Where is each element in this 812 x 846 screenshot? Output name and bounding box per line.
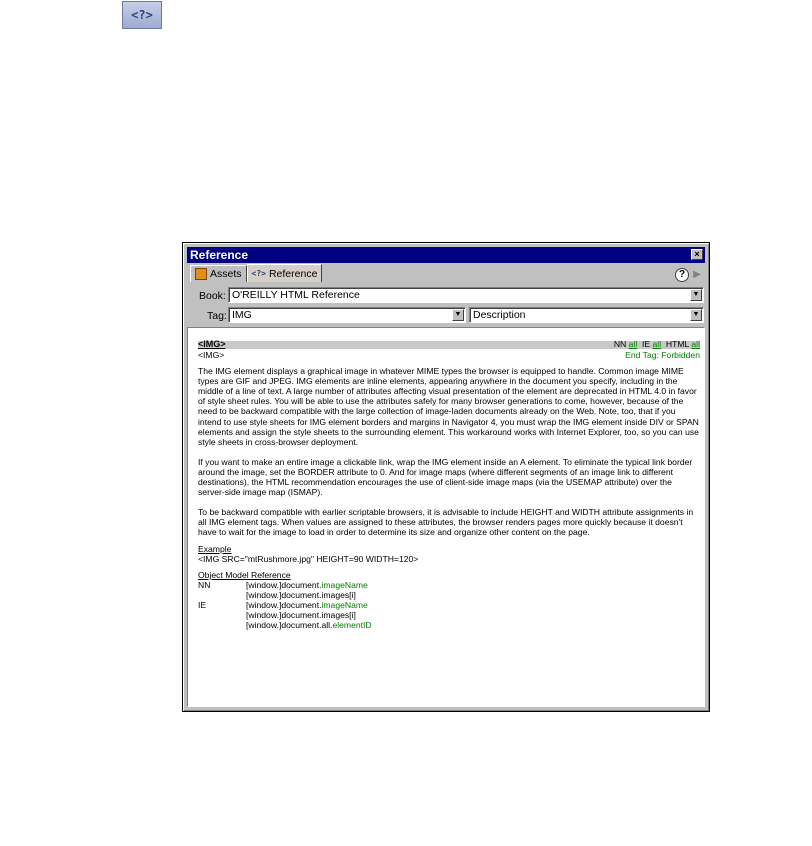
panel-tabs xyxy=(190,265,322,283)
compat-nn-label: NN xyxy=(613,339,627,349)
compat-ie-label: IE xyxy=(642,339,651,349)
description-paragraph: The IMG element displays a graphical image in whatever MIME types the browser is equipped to handle. Common image MIME types are GIF and JPEG. IMG elements are inline elements, appearing anywhere in the document you specify, including in the middle of a line of text. A large number of attributes affecting visual presentation of the element are deprecated in HTML 4.0 in favor of style sheet rules. You will be able to use the attributes safely for many browser generations to come, however, because of the need to be backward compatible with the large collection of image-laden documents already on the Web. Note, too, that if you intend to use style sheets for IMG element borders and margins in Navigator 4, you must wrap the IMG element inside DIV or SPAN elements and assign the style sheets to the surrounding element. This workaround works with Internet Explorer, too, so you can use style sheets in cross-browser deployment. xyxy=(198,366,699,447)
chevron-down-icon[interactable]: ▼ xyxy=(690,309,702,321)
tab-assets[interactable] xyxy=(190,265,247,282)
object-model-row xyxy=(198,580,700,590)
om-browser xyxy=(198,610,246,620)
element-heading: <IMG> xyxy=(198,339,226,349)
object-model-row xyxy=(198,620,700,630)
example-title: Example xyxy=(198,543,232,554)
book-label: Book: xyxy=(199,290,226,302)
om-browser: NN xyxy=(198,579,211,590)
element-header xyxy=(198,340,700,349)
object-model-title: Object Model Reference xyxy=(198,569,291,580)
end-tag-note: End Tag: Forbidden xyxy=(625,350,700,360)
description-paragraph: To be backward compatible with earlier scriptable browsers, it is advisable to include HEIGHT and WIDTH attribute assignments in all IMG element tags. When values are assigned to these attributes, the browser renders pages more quickly because it doesn't have to wait for the image to load in order to determine its size and organize other content on the page. xyxy=(198,507,694,538)
tag-syntax: <IMG> xyxy=(198,350,225,360)
om-variable: imageName xyxy=(321,599,368,610)
tag-label: Tag: xyxy=(207,310,227,322)
om-variable: elementID xyxy=(332,620,372,631)
om-variable: imageName xyxy=(321,579,368,590)
panel-title: Reference xyxy=(190,248,249,262)
compat-ie-value[interactable]: all xyxy=(652,339,662,349)
panel-menu-arrow-icon[interactable]: ▶ xyxy=(693,269,701,280)
browser-compat xyxy=(614,340,700,349)
om-path: [window.]document.images[i] xyxy=(246,610,356,621)
om-path: [window.]document.images[i] xyxy=(246,589,356,600)
chevron-down-icon[interactable]: ▼ xyxy=(690,289,702,301)
tab-reference-label: Reference xyxy=(268,267,318,280)
om-browser: IE xyxy=(198,599,207,610)
om-path: [window.]document. xyxy=(246,599,322,610)
tag-select[interactable] xyxy=(228,307,466,323)
help-icon[interactable]: ? xyxy=(675,268,689,282)
compat-html-label: HTML xyxy=(665,339,689,349)
object-model-row xyxy=(198,610,700,620)
view-select[interactable] xyxy=(469,307,704,323)
example-code: <IMG SRC="mtRushmore.jpg" HEIGHT=90 WIDTH=120> xyxy=(198,553,419,564)
book-select[interactable] xyxy=(228,287,704,303)
tag-select-value: IMG xyxy=(232,309,252,321)
tab-reference[interactable] xyxy=(247,264,323,282)
reference-tab-icon: <?> xyxy=(251,269,266,278)
view-select-value: Description xyxy=(473,309,526,321)
tab-assets-label: Assets xyxy=(210,268,242,280)
object-model-row xyxy=(198,600,700,610)
om-path: [window.]document.all. xyxy=(246,620,333,631)
compat-html-value[interactable]: all xyxy=(691,339,700,349)
om-path: [window.]document. xyxy=(246,579,322,590)
compat-nn-value[interactable]: all xyxy=(628,339,638,349)
assets-icon xyxy=(195,268,207,280)
panel-titlebar[interactable] xyxy=(187,247,705,263)
om-browser xyxy=(198,590,246,600)
object-model-row xyxy=(198,590,700,600)
reference-content[interactable] xyxy=(187,327,705,707)
description-paragraph: If you want to make an entire image a clickable link, wrap the IMG element inside an A element. To eliminate the typical link border around the image, set the BORDER attribute to 0. And for image maps (where different segments of an image link to different destinations), the HTML recommendation encourages the use of client-side image maps (via the USEMAP attribute) over the server-side image map (ISMAP). xyxy=(198,456,693,498)
om-browser xyxy=(198,620,246,630)
chevron-down-icon[interactable]: ▼ xyxy=(452,309,464,321)
book-select-value: O'REILLY HTML Reference xyxy=(232,289,360,301)
reference-icon[interactable]: <?> xyxy=(122,1,162,29)
close-button[interactable]: × xyxy=(691,249,703,260)
reference-panel xyxy=(182,242,710,712)
tag-row xyxy=(198,350,700,360)
